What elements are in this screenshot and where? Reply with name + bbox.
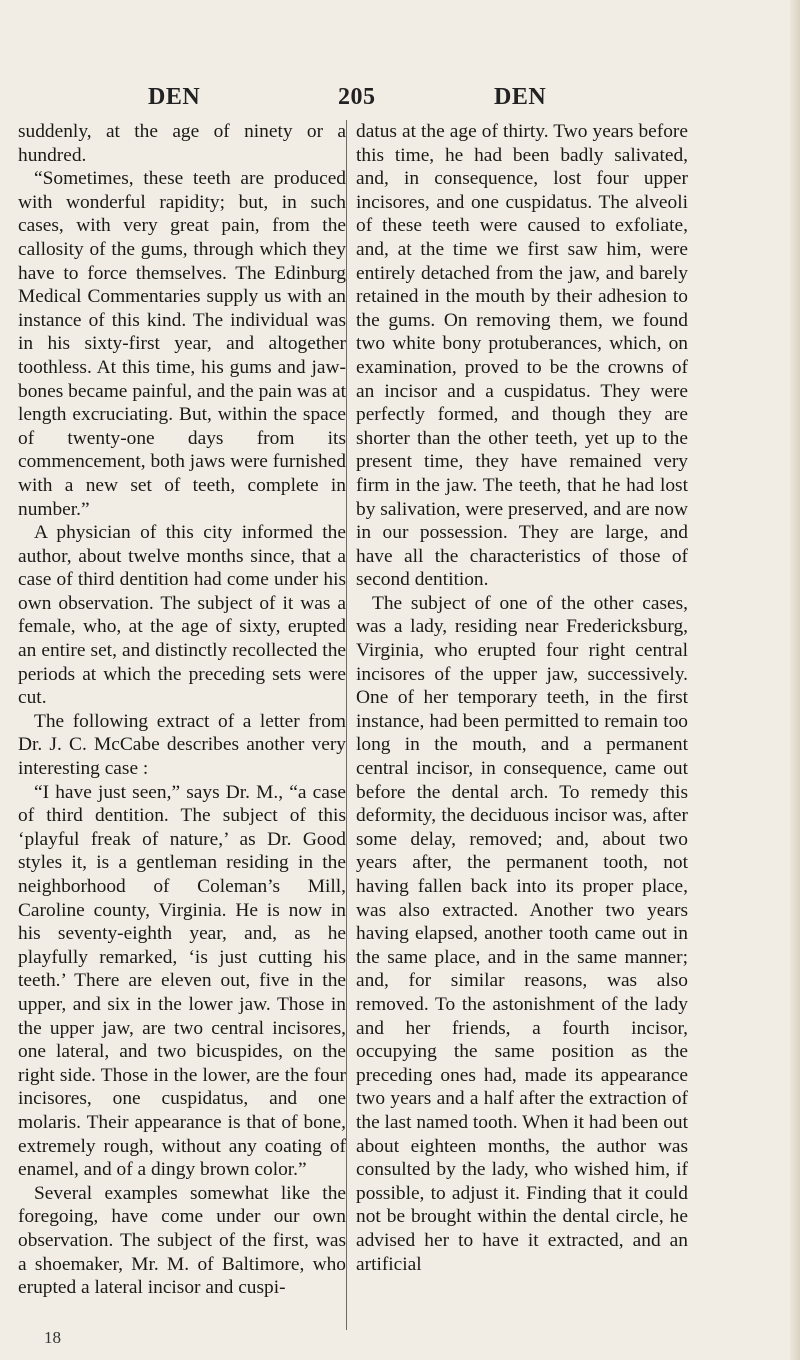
right-column (356, 120, 688, 1276)
running-head-left: DEN (148, 84, 201, 110)
signature-mark: 18 (44, 1328, 61, 1347)
column-divider (346, 120, 347, 1330)
page-edge (790, 0, 800, 1360)
paragraph: suddenly, at the age of ninety or a hundred. (18, 121, 346, 166)
paragraph: The subject of one of the other cases, was a lady, residing near Fredericksburg, Virginia, who erupted four right central incisores of the upper jaw, successively. One of her temporary teeth, in the first instance, had been permitted to remain too long in the mouth, and a permanent central incisor, in consequence, came out before the dental arch. To remedy this deformity, the deciduous incisor was, after some delay, removed; and, about two years after, the permanent tooth, not having fallen back into its proper place, was also extracted. Another two years having elapsed, another tooth came out in the same place, and in the same manner; and, for similar reasons, was also removed. To the astonishment of the lady and her friends, a fourth incisor, occupying the same position as the preceding ones had, made its appearance two years and a half after the extraction of the last named tooth. When it had been out about eighteen months, the author was consulted by the lady, who wished him, if possible, to adjust it. Finding that it could not be brought within the dental circle, he advised her to have it extracted, and an artificial (356, 592, 688, 1275)
paragraph: The following extract of a letter from Dr. J. C. McCabe describes another very interesting case : (18, 710, 346, 780)
paragraph: “Sometimes, these teeth are produced with wonderful rapidity; but, in such cases, with very great pain, from the callosity of the gums, through which they have to force themselves. The Edinburg Medical Commentaries supply us with an instance of this kind. The individual was in his sixty-first year, and altogether toothless. At this time, his gums and jaw-bones became painful, and the pain was at length excruciating. But, within the space of twenty-one days from its commencement, both jaws were furnished with a new set of teeth, complete in number.” (18, 168, 346, 520)
paragraph: datus at the age of thirty. Two years before this time, he had been badly salivated, and, in consequence, lost four upper incisores, and one cuspidatus. The alveoli of these teeth were caused to exfoliate, and, at the time we first saw him, were entirely detached from the jaw, and barely retained in the mouth by their adhesion to the gums. On removing them, we found two white bony protuberances, which, on examination, proved to be the crowns of an incisor and a cuspidatus. They were perfectly formed, and though they are shorter than the other teeth, yet up to the present time, they have remained very firm in the jaw. The teeth, that he had lost by salivation, were preserved, and are now in our possession. They are large, and have all the characteristics of those of second dentition. (356, 121, 688, 591)
page-number: 205 (338, 84, 376, 110)
left-column (18, 120, 346, 1300)
paragraph: Several examples somewhat like the foregoing, have come under our own observation. The subject of the first, was a shoemaker, Mr. M. of Baltimore, who erupted a lateral incisor and cuspi- (18, 1182, 346, 1299)
paragraph: “I have just seen,” says Dr. M., “a case of third dentition. The subject of this ‘playful freak of nature,’ as Dr. Good styles it, is a gentleman residing in the neighborhood of Coleman’s Mill, Caroline county, Virginia. He is now in his seventy-eighth year, and, as he playfully remarked, ‘is just cutting his teeth.’ There are eleven out, five in the upper, and six in the lower jaw. Those in the upper jaw, are two central incisores, one lateral, and two bicuspides, on the right side. Those in the lower, are the four incisores, one cuspidatus, and one molaris. Their appearance is that of bone, extremely rough, without any coating of enamel, and of a dingy brown color.” (18, 781, 346, 1181)
running-head-right: DEN (494, 84, 547, 110)
paragraph: A physician of this city informed the author, about twelve months since, that a case of third dentition had come under his own observation. The subject of it was a female, who, at the age of sixty, erupted an entire set, and distinctly recollected the periods at which the preceding sets were cut. (18, 522, 346, 709)
